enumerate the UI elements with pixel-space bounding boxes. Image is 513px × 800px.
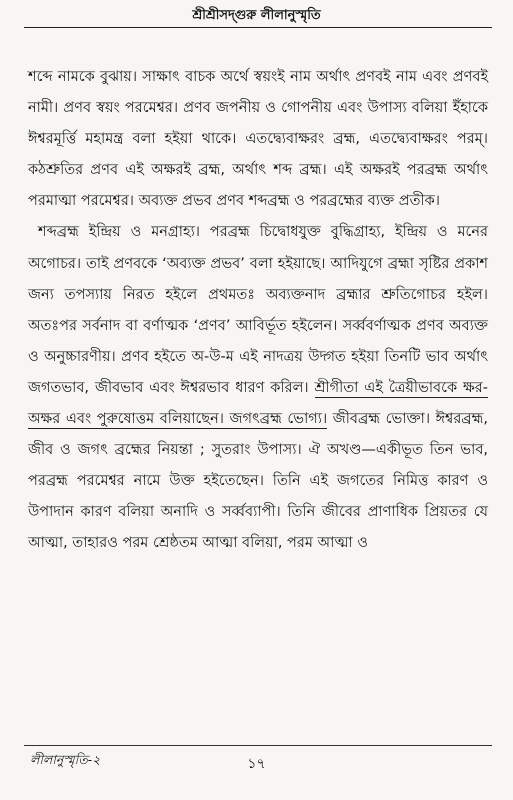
footer-book-label: লীলানুস্মৃতি-২: [30, 752, 101, 767]
body-text: [28, 62, 488, 560]
paragraph-2-start: শব্দব্রহ্ম ইন্দ্রিয় ও মনগ্রাহ্য। পরব্রহ্ম চিদ্বোধযুক্ত বুদ্ধিগ্রাহ্য, ইন্দ্রিয় ও মনের অগোচর। তাই প্রণবকে ‘অব্যক্ত প্রভব’ বলা হইয়াছে। আদিযুগে ব্রহ্মা সৃষ্টির প্রকাশ জন্য তপস্যায় নিরত হইলে প্রথমতঃ অব্যক্তনাদ ব্রহ্মার শ্রুতিগোচর হইল। অতঃপর সর্বনাদ বা বর্ণাত্মক ‘প্রণব’ আবির্ভূত হইলেন। সর্ব্ববর্ণাত্মক প্রণব অব্যক্ত ও অনুচ্চারণীয়। প্রণব হইতে অ-উ-ম এই নাদত্রয় উদ্গত হইয়া তিনটি ভাব অর্থাৎ জগতভাব, জীবভাব এবং ঈশ্বরভাব ধারণ করিল।: [28, 224, 488, 396]
paragraph-2-end: জীবব্রহ্ম ভোক্তা। ঈশ্বরব্রহ্ম, জীব ও জগৎ ব্রহ্মের নিয়ন্তা ; সুতরাং উপাস্য। ঐ অখণ্ড—একীভূত তিন ভাব, পরব্রহ্ম পরমেশ্বর নামে উক্ত হইতেছেন। তিনি এই জগতের নিমিত্ত কারণ ও উপাদান কারণ বলিয়া অনাদি ও সর্ব্বব্যাপী। তিনি জীবের প্রাণাধিক প্রিয়তর যে আত্মা, তাহারও পরম শ্রেষ্ঠতম আত্মা বলিয়া, পরম আত্মা ও: [28, 411, 488, 552]
running-header: শ্রীশ্রীসদ্গুরু লীলানুস্মৃতি: [192, 8, 321, 23]
header-divider: [24, 27, 492, 28]
page-number: ১৭: [247, 756, 266, 772]
paragraph-2: [28, 217, 488, 559]
footer-divider: [24, 745, 492, 746]
paragraph-1: শব্দে নামকে বুঝায়। সাক্ষাৎ বাচক অর্থে স্বয়ংই নাম অর্থাৎ প্রণবই নাম এবং প্রণবই নামী। প্রণব স্বয়ং পরমেশ্বর। প্রণব জপনীয় ও গোপনীয় এবং উপাস্য বলিয়া ইঁহাকে ঈশ্বরমূর্ত্তি মহামন্ত্র বলা হইয়া থাকে। এতদ্ব্যেবাক্ষরং ব্রহ্ম, এতদ্ব্যেবাক্ষরং পরম্। কঠশ্রুতির প্রণব এই অক্ষরই ব্রহ্ম, অর্থাৎ শব্দ ব্রহ্ম। এই অক্ষরই পরব্রহ্ম অর্থাৎ পরমাত্মা পরমেশ্বর। অব্যক্ত প্রভব প্রণব শব্দব্রহ্ম ও পরব্রহ্মের ব্যক্ত প্রতীক।: [28, 69, 488, 210]
underlined-quote: শ্রীগীতা এই ত্রৈয়ীভাবকে ক্ষর-অক্ষর এবং পুরুষোত্তম বলিয়াছেন। জগৎব্রহ্ম ভোগ্য।: [28, 379, 489, 428]
